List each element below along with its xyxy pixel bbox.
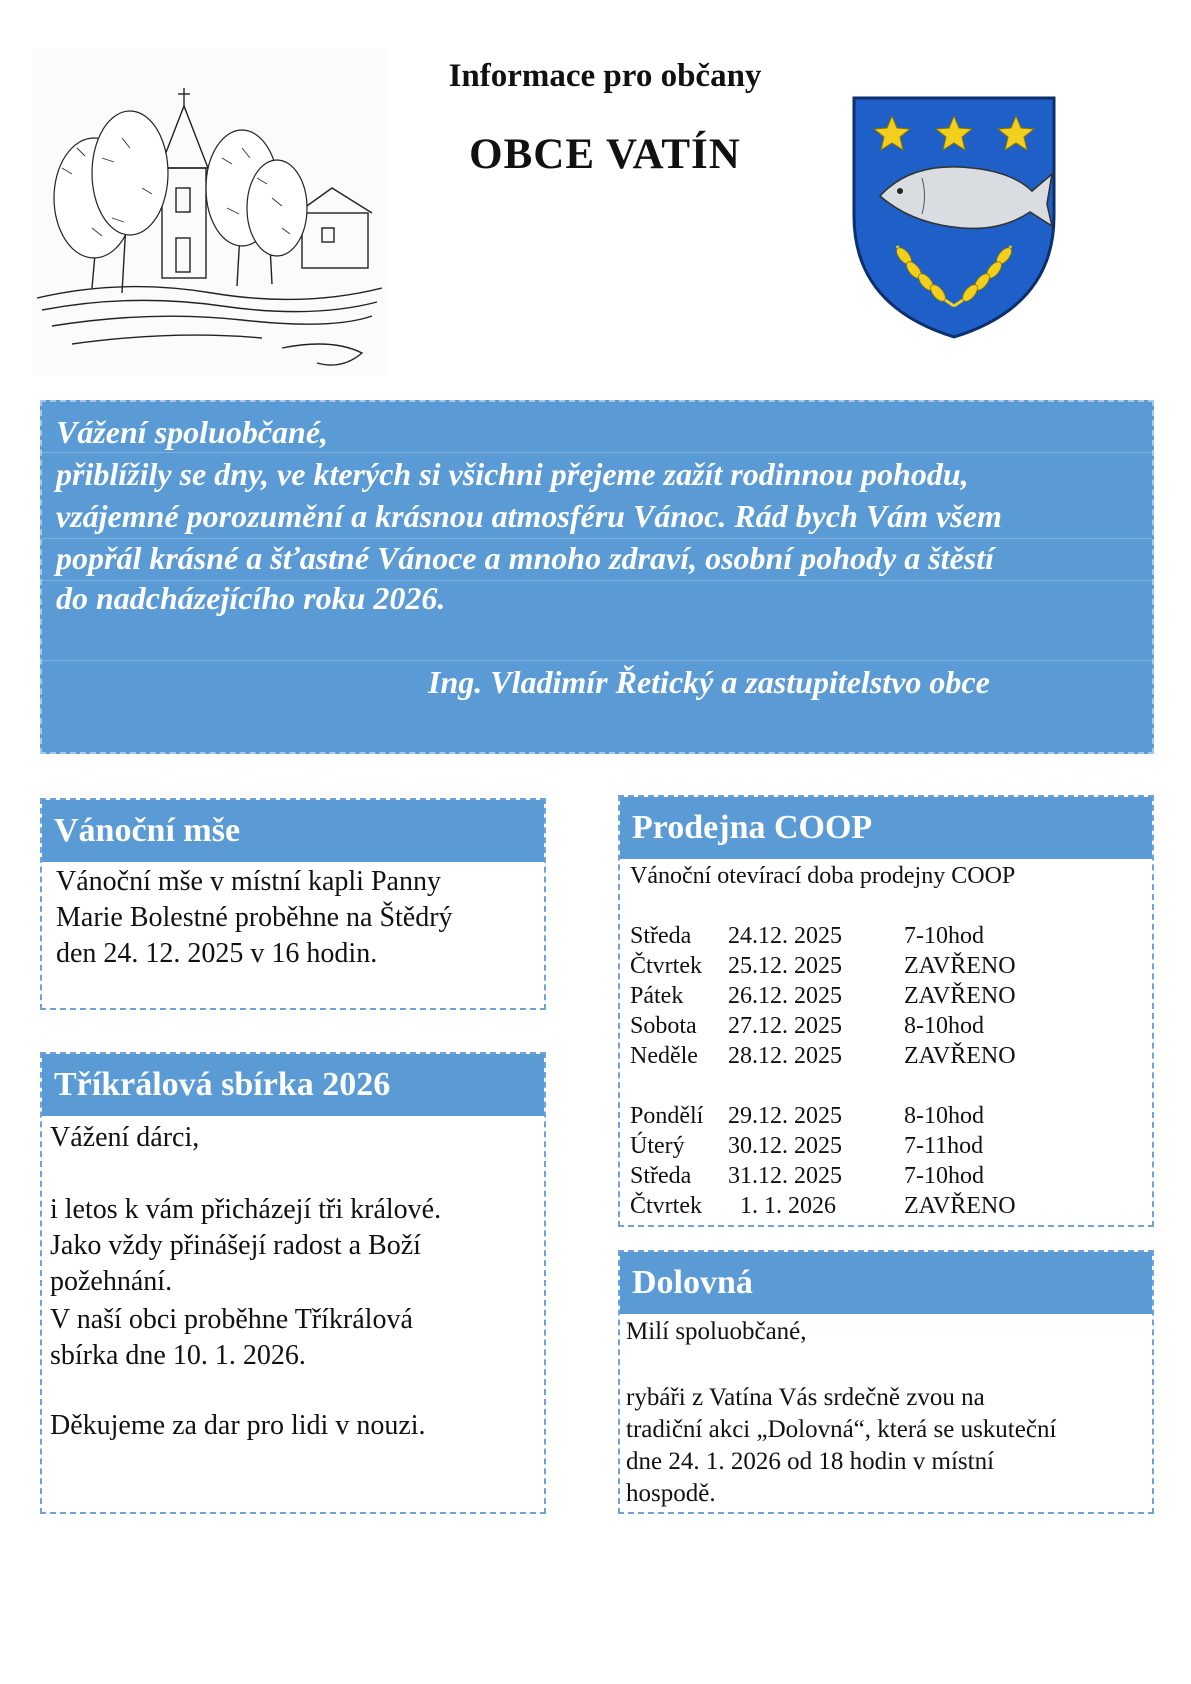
coop-row-hours: ZAVŘENO bbox=[904, 953, 1016, 979]
coop-row-date: 31.12. 2025 bbox=[728, 1163, 842, 1189]
dolovna-title: Dolovná bbox=[620, 1252, 1152, 1314]
dolovna-text: tradiční akci „Dolovná“, která se uskuteční bbox=[626, 1416, 1057, 1443]
christmas-mass-text: Marie Bolestné proběhne na Štědrý bbox=[56, 902, 453, 933]
greeting-line: popřál krásné a šťastné Vánoce a mnoho zdraví, osobní pohody a štěstí bbox=[56, 540, 994, 576]
coop-row-day: Pátek bbox=[630, 983, 684, 1009]
three-kings-text: sbírka dne 10. 1. 2026. bbox=[50, 1340, 306, 1371]
coop-row-day: Čtvrtek bbox=[630, 1193, 702, 1219]
dolovna-text: dne 24. 1. 2026 od 18 hodin v místní bbox=[626, 1448, 995, 1475]
dolovna-text: Milí spoluobčané, bbox=[626, 1318, 807, 1345]
dolovna-text: rybáři z Vatína Vás srdečně zvou na bbox=[626, 1384, 985, 1411]
coop-row-date: 26.12. 2025 bbox=[728, 983, 842, 1009]
coop-store-box bbox=[618, 795, 1154, 1227]
coop-row-hours: 8-10hod bbox=[904, 1013, 984, 1039]
christmas-mass-text: Vánoční mše v místní kapli Panny bbox=[56, 866, 441, 897]
coop-store-subtitle: Vánoční otevírací doba prodejny COOP bbox=[630, 863, 1016, 889]
coop-row-date: 29.12. 2025 bbox=[728, 1103, 842, 1129]
coop-row-date: 30.12. 2025 bbox=[728, 1133, 842, 1159]
church-sketch-image bbox=[32, 48, 388, 376]
coop-row-date: 24.12. 2025 bbox=[728, 923, 842, 949]
coop-row-hours: 7-11hod bbox=[904, 1133, 984, 1159]
coop-store-title: Prodejna COOP bbox=[620, 797, 1152, 859]
coop-row-date: 1. 1. 2026 bbox=[740, 1193, 836, 1219]
coop-row-hours: ZAVŘENO bbox=[904, 983, 1016, 1009]
coop-row-day: Neděle bbox=[630, 1043, 698, 1069]
coop-row-hours: ZAVŘENO bbox=[904, 1043, 1016, 1069]
coop-row-hours: ZAVŘENO bbox=[904, 1193, 1016, 1219]
dolovna-text: hospodě. bbox=[626, 1480, 716, 1507]
three-kings-text: Vážení dárci, bbox=[50, 1122, 200, 1153]
coop-row-hours: 7-10hod bbox=[904, 1163, 984, 1189]
coop-row-day: Sobota bbox=[630, 1013, 697, 1039]
coop-row-hours: 8-10hod bbox=[904, 1103, 984, 1129]
dolovna-box bbox=[618, 1250, 1154, 1514]
coop-row-date: 28.12. 2025 bbox=[728, 1043, 842, 1069]
three-kings-text: požehnání. bbox=[50, 1266, 173, 1297]
three-kings-text: i letos k vám přicházejí tři králové. bbox=[50, 1194, 442, 1225]
coop-row-day: Středa bbox=[630, 1163, 692, 1189]
coop-row-day: Středa bbox=[630, 923, 692, 949]
header-subtitle: Informace pro občany bbox=[448, 58, 762, 94]
three-kings-text: V naší obci proběhne Tříkrálová bbox=[50, 1304, 413, 1335]
greeting-panel bbox=[40, 400, 1154, 754]
greeting-line: vzájemné porozumění a krásnou atmosféru Vánoc. Rád bych Vám všem bbox=[56, 498, 1002, 534]
christmas-mass-title: Vánoční mše bbox=[42, 800, 544, 862]
three-kings-text: Jako vždy přinášejí radost a Boží bbox=[50, 1230, 421, 1261]
header-title: OBCE VATÍN bbox=[469, 131, 741, 178]
coop-row-day: Pondělí bbox=[630, 1103, 704, 1129]
coop-row-hours: 7-10hod bbox=[904, 923, 984, 949]
christmas-mass-text: den 24. 12. 2025 v 16 hodin. bbox=[56, 938, 378, 969]
coat-of-arms-image bbox=[852, 96, 1056, 339]
coop-row-day: Čtvrtek bbox=[630, 953, 702, 979]
christmas-mass-box bbox=[40, 798, 546, 1010]
three-kings-text: Děkujeme za dar pro lidi v nouzi. bbox=[50, 1410, 426, 1441]
greeting-signature: Ing. Vladimír Řetický a zastupitelstvo obce bbox=[428, 664, 990, 700]
greeting-salutation: Vážení spoluobčané, bbox=[56, 414, 329, 450]
coop-row-date: 27.12. 2025 bbox=[728, 1013, 842, 1039]
coop-row-day: Úterý bbox=[630, 1133, 685, 1159]
three-kings-box bbox=[40, 1052, 546, 1514]
three-kings-title: Tříkrálová sbírka 2026 bbox=[42, 1054, 544, 1116]
coop-row-date: 25.12. 2025 bbox=[728, 953, 842, 979]
greeting-line: do nadcházejícího roku 2026. bbox=[56, 580, 446, 616]
greeting-line: přiblížily se dny, ve kterých si všichni přejeme zažít rodinnou pohodu, bbox=[56, 456, 969, 492]
